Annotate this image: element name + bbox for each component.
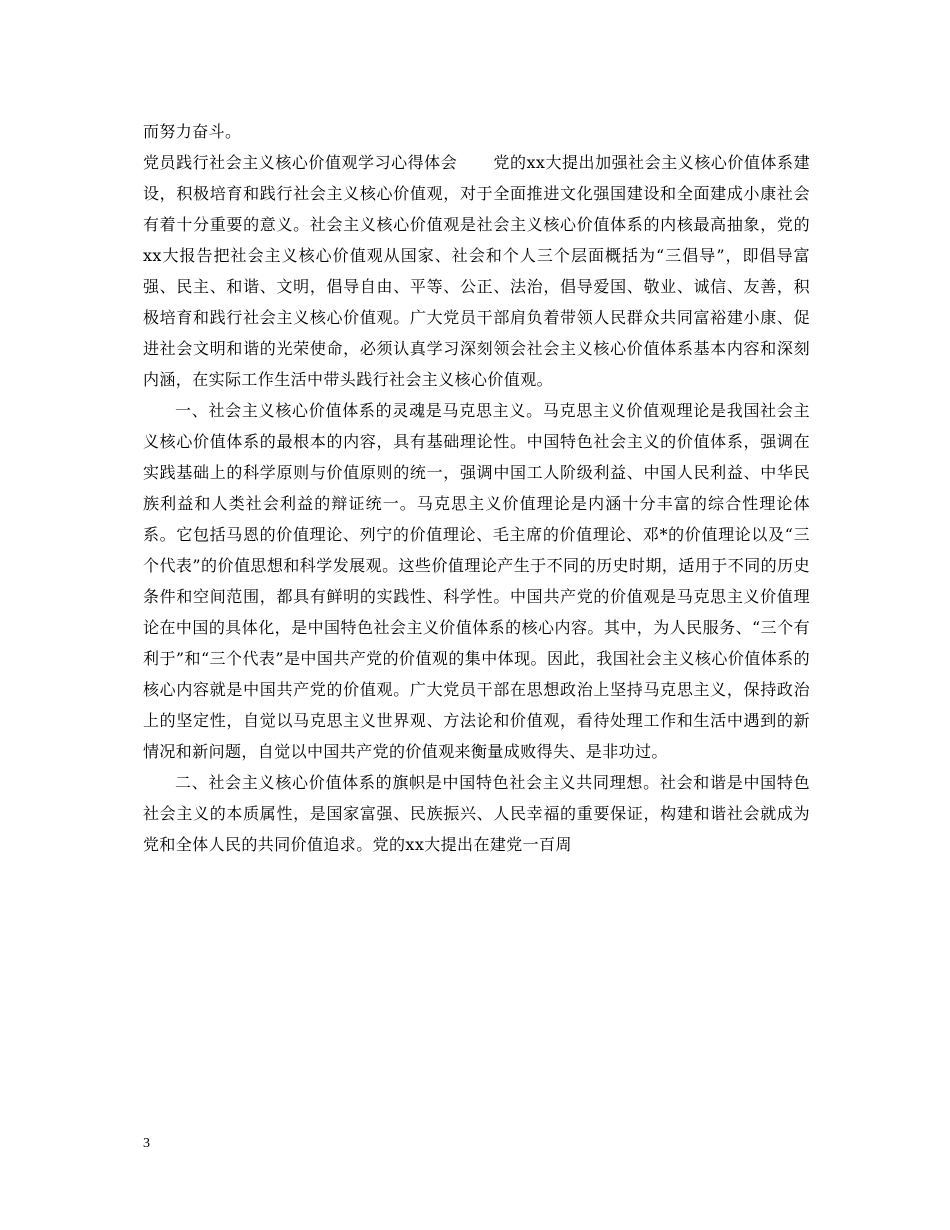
article-title: 党员践行社会主义核心价值观学习心得体会 xyxy=(143,153,458,172)
page-number: 3 xyxy=(143,1136,150,1151)
paragraph-section-one: 一、社会主义核心价值体系的灵魂是马克思主义。马克思主义价值观理论是我国社会主义核心价值体系的最根本的内容，具有基础理论性。中国特色社会主义的价值体系，强调在实践基础上的科学原则与价值原则的统一，强调中国工人阶级利益、中国人民利益、中华民族利益和人类社会利益的辩证统一。马克思主义价值理论是内涵十分丰富的综合性理论体系。它包括马恩的价值理论、列宁的价值理论、毛主席的价值理论、邓*的价值理论以及“三个代表”的价值思想和科学发展观。这些价值理论产生于不同的历史时期，适用于不同的历史条件和空间范围，都具有鲜明的实践性、科学性。中国共产党的价值观是马克思主义价值理论在中国的具体化，是中国特色社会主义价值体系的核心内容。其中，为人民服务、“三个有利于”和“三个代表”是中国共产党的价值观的集中体现。因此，我国社会主义核心价值体系的核心内容就是中国共产党的价值观。广大党员干部在思想政治上坚持马克思主义，保持政治上的坚定性，自觉以马克思主义世界观、方法论和价值观，看待处理工作和生活中遇到的新情况和新问题，自觉以中国共产党的价值观来衡量成败得失、是非功过。 xyxy=(143,401,810,761)
document-body xyxy=(143,116,810,860)
paragraph-section-two: 二、社会主义核心价值体系的旗帜是中国特色社会主义共同理想。社会和谐是中国特色社会主义的本质属性，是国家富强、民族振兴、人民幸福的重要保证，构建和谐社会就成为党和全体人民的共同价值追求。党的xx大提出在建党一百周 xyxy=(143,773,810,854)
paragraph-continuation: 而努力奋斗。 xyxy=(143,122,242,141)
paragraph-intro xyxy=(143,147,810,395)
intro-text: 党的xx大提出加强社会主义核心价值体系建设，积极培育和践行社会主义核心价值观，对于全面推进文化强国建设和全面建成小康社会有着十分重要的意义。社会主义核心价值观是社会主义核心价值体系的内核最高抽象，党的xx大报告把社会主义核心价值观从国家、社会和个人三个层面概括为“三倡导”，即倡导富强、民主、和谐、文明，倡导自由、平等、公正、法治，倡导爱国、敬业、诚信、友善，积极培育和践行社会主义核心价值观。广大党员干部肩负着带领人民群众共同富裕建小康、促进社会文明和谐的光荣使命，必须认真学习深刻领会社会主义核心价值体系基本内容和深刻内涵，在实际工作生活中带头践行社会主义核心价值观。 xyxy=(143,153,810,389)
